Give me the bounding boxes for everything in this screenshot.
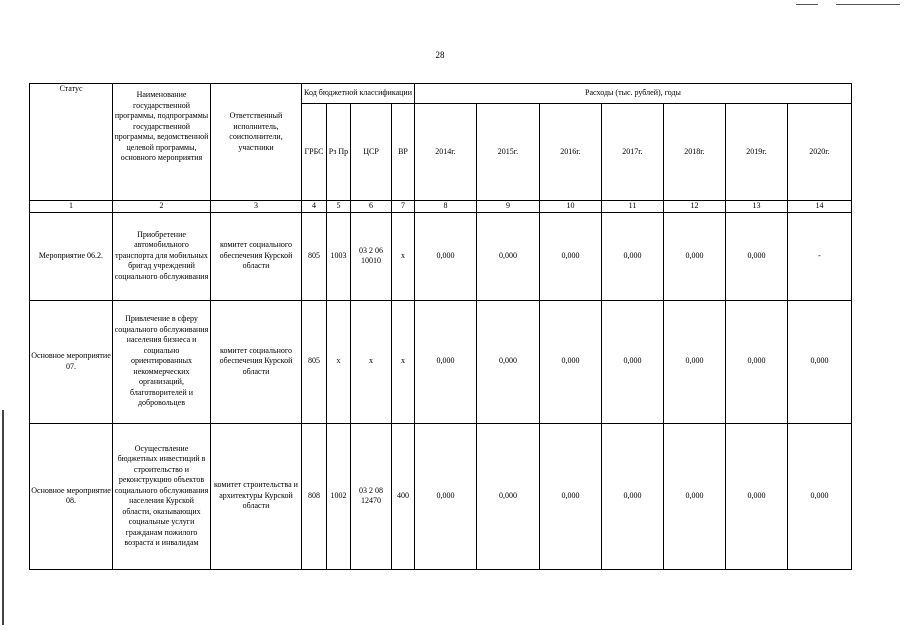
column-number: 5 bbox=[327, 201, 351, 213]
header-year: 2020г. bbox=[788, 104, 852, 201]
row-rzpr: 1002 bbox=[327, 423, 351, 569]
row-rzpr: 1003 bbox=[327, 212, 351, 300]
header-budget-code: Код бюджетной классификации bbox=[302, 84, 415, 104]
row-grbs: 808 bbox=[302, 423, 327, 569]
page-number: 28 bbox=[435, 50, 445, 60]
header-year: 2014г. bbox=[415, 104, 477, 201]
row-program-name: Осуществление бюджетных инвестиций в строительство и реконструкцию объектов социального обслуживания населения Курской области, оказывающих социальные услуги гражданам пожилого возраста и инвалидам bbox=[113, 423, 211, 569]
header-row bbox=[30, 84, 852, 104]
header-year: 2019г. bbox=[726, 104, 788, 201]
scan-artifact-line bbox=[836, 4, 900, 5]
row-status: Основное мероприятие 07. bbox=[30, 300, 113, 423]
row-value: 0,000 bbox=[540, 300, 602, 423]
row-executor: комитет строительства и архитектуры Курской области bbox=[211, 423, 302, 569]
header-year: 2018г. bbox=[664, 104, 726, 201]
row-value: 0,000 bbox=[788, 423, 852, 569]
row-rzpr: х bbox=[327, 300, 351, 423]
row-value: 0,000 bbox=[726, 423, 788, 569]
scan-artifact-line bbox=[796, 4, 818, 5]
header-rzpr: Рз Пр bbox=[327, 104, 351, 201]
table-row bbox=[30, 300, 852, 423]
row-value: 0,000 bbox=[477, 212, 540, 300]
row-vr: х bbox=[392, 300, 415, 423]
header-grbs: ГРБС bbox=[302, 104, 327, 201]
header-year: 2017г. bbox=[602, 104, 664, 201]
row-value: 0,000 bbox=[540, 212, 602, 300]
row-value: 0,000 bbox=[726, 300, 788, 423]
header-year: 2016г. bbox=[540, 104, 602, 201]
row-value: 0,000 bbox=[540, 423, 602, 569]
row-value: 0,000 bbox=[664, 300, 726, 423]
row-value: 0,000 bbox=[726, 212, 788, 300]
row-vr: 400 bbox=[392, 423, 415, 569]
row-value: 0,000 bbox=[664, 423, 726, 569]
row-value: 0,000 bbox=[602, 212, 664, 300]
row-executor: комитет социального обеспечения Курской области bbox=[211, 300, 302, 423]
column-number-row bbox=[30, 201, 852, 213]
header-expenses: Расходы (тыс. рублей), годы bbox=[415, 84, 852, 104]
budget-table bbox=[29, 83, 852, 570]
column-number: 7 bbox=[392, 201, 415, 213]
column-number: 12 bbox=[664, 201, 726, 213]
column-number: 11 bbox=[602, 201, 664, 213]
row-csr: 03 2 06 10010 bbox=[351, 212, 392, 300]
row-csr: х bbox=[351, 300, 392, 423]
column-number: 13 bbox=[726, 201, 788, 213]
column-number: 14 bbox=[788, 201, 852, 213]
column-number: 3 bbox=[211, 201, 302, 213]
header-program-name: Наименование государственной программы, подпрограммы государственной программы, ведомственной целевой программы, основного мероприятия bbox=[113, 84, 211, 201]
column-number: 9 bbox=[477, 201, 540, 213]
header-status: Статус bbox=[30, 84, 113, 201]
column-number: 2 bbox=[113, 201, 211, 213]
row-vr: х bbox=[392, 212, 415, 300]
scan-artifact-edge bbox=[2, 410, 4, 625]
row-value: 0,000 bbox=[602, 423, 664, 569]
row-status: Основное мероприятие 08. bbox=[30, 423, 113, 569]
row-grbs: 805 bbox=[302, 212, 327, 300]
row-value: 0,000 bbox=[477, 423, 540, 569]
header-csr: ЦСР bbox=[351, 104, 392, 201]
column-number: 6 bbox=[351, 201, 392, 213]
header-year: 2015г. bbox=[477, 104, 540, 201]
column-number: 8 bbox=[415, 201, 477, 213]
row-grbs: 805 bbox=[302, 300, 327, 423]
row-value: 0,000 bbox=[415, 300, 477, 423]
row-csr: 03 2 08 12470 bbox=[351, 423, 392, 569]
row-program-name: Приобретение автомобильного транспорта для мобильных бригад учреждений социального обслуживания bbox=[113, 212, 211, 300]
row-status: Мероприятие 06.2. bbox=[30, 212, 113, 300]
header-executor: Ответственный исполнитель, соисполнители, участники bbox=[211, 84, 302, 201]
row-program-name: Привлечение в сферу социального обслуживания населения бизнеса и социально ориентированных некоммерческих организаций, благотворителей и добровольцев bbox=[113, 300, 211, 423]
column-number: 4 bbox=[302, 201, 327, 213]
header-vr: ВР bbox=[392, 104, 415, 201]
row-value: 0,000 bbox=[477, 300, 540, 423]
row-executor: комитет социального обеспечения Курской области bbox=[211, 212, 302, 300]
column-number: 10 bbox=[540, 201, 602, 213]
row-value: - bbox=[788, 212, 852, 300]
row-value: 0,000 bbox=[602, 300, 664, 423]
row-value: 0,000 bbox=[415, 423, 477, 569]
row-value: 0,000 bbox=[788, 300, 852, 423]
column-number: 1 bbox=[30, 201, 113, 213]
table-row bbox=[30, 212, 852, 300]
table-row bbox=[30, 423, 852, 569]
row-value: 0,000 bbox=[664, 212, 726, 300]
row-value: 0,000 bbox=[415, 212, 477, 300]
